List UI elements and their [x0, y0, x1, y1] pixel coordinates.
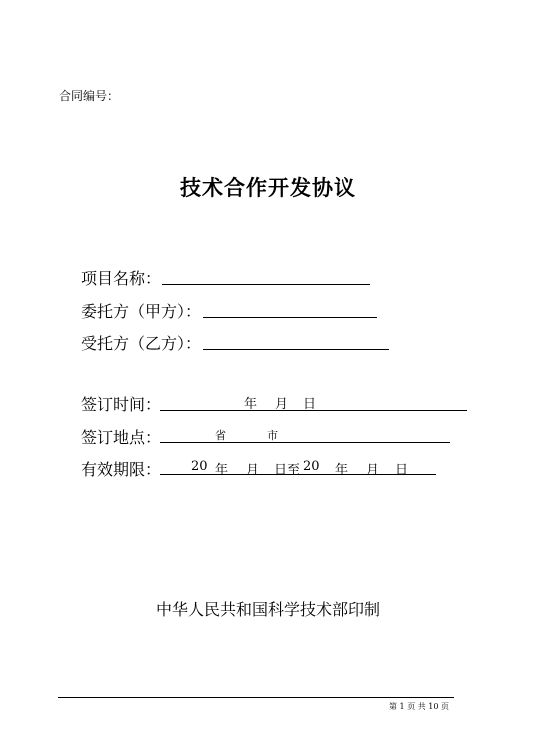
trustee-label: 受托方（乙方）： [81, 334, 202, 353]
trustee-field[interactable] [203, 349, 389, 350]
sign-time-year: 年 [244, 397, 258, 412]
validity-start-year: 年 [215, 463, 229, 478]
validity-end-year: 年 [335, 463, 349, 478]
contract-number-label: 合同编号： [59, 89, 120, 103]
project-name-field[interactable] [162, 284, 370, 285]
page-number: 第 1 页 共 10 页 [389, 702, 449, 711]
sign-time-label: 签订时间： [81, 395, 162, 414]
validity-start-prefix: 20 [191, 459, 208, 474]
sign-place-province: 省 [215, 429, 226, 442]
document-title: 技术合作开发协议 [180, 176, 356, 200]
publisher-line: 中华人民共和国科学技术部印制 [155, 600, 380, 619]
sign-time-day: 日 [303, 397, 317, 412]
validity-end-prefix: 20 [303, 459, 320, 474]
validity-end-month: 月 [366, 463, 380, 478]
footer-divider [58, 697, 454, 698]
project-name-label: 项目名称： [81, 269, 162, 288]
sign-place-city: 市 [267, 429, 278, 442]
validity-label: 有效期限： [81, 460, 162, 479]
sign-time-month: 月 [275, 397, 289, 412]
client-field[interactable] [203, 317, 377, 318]
client-label: 委托方（甲方）： [81, 302, 202, 321]
sign-place-label: 签订地点： [81, 428, 162, 447]
validity-start-day-to: 日至 [274, 463, 301, 478]
validity-end-day: 日 [395, 463, 409, 478]
sign-place-field[interactable] [160, 442, 450, 443]
validity-start-month: 月 [246, 463, 260, 478]
